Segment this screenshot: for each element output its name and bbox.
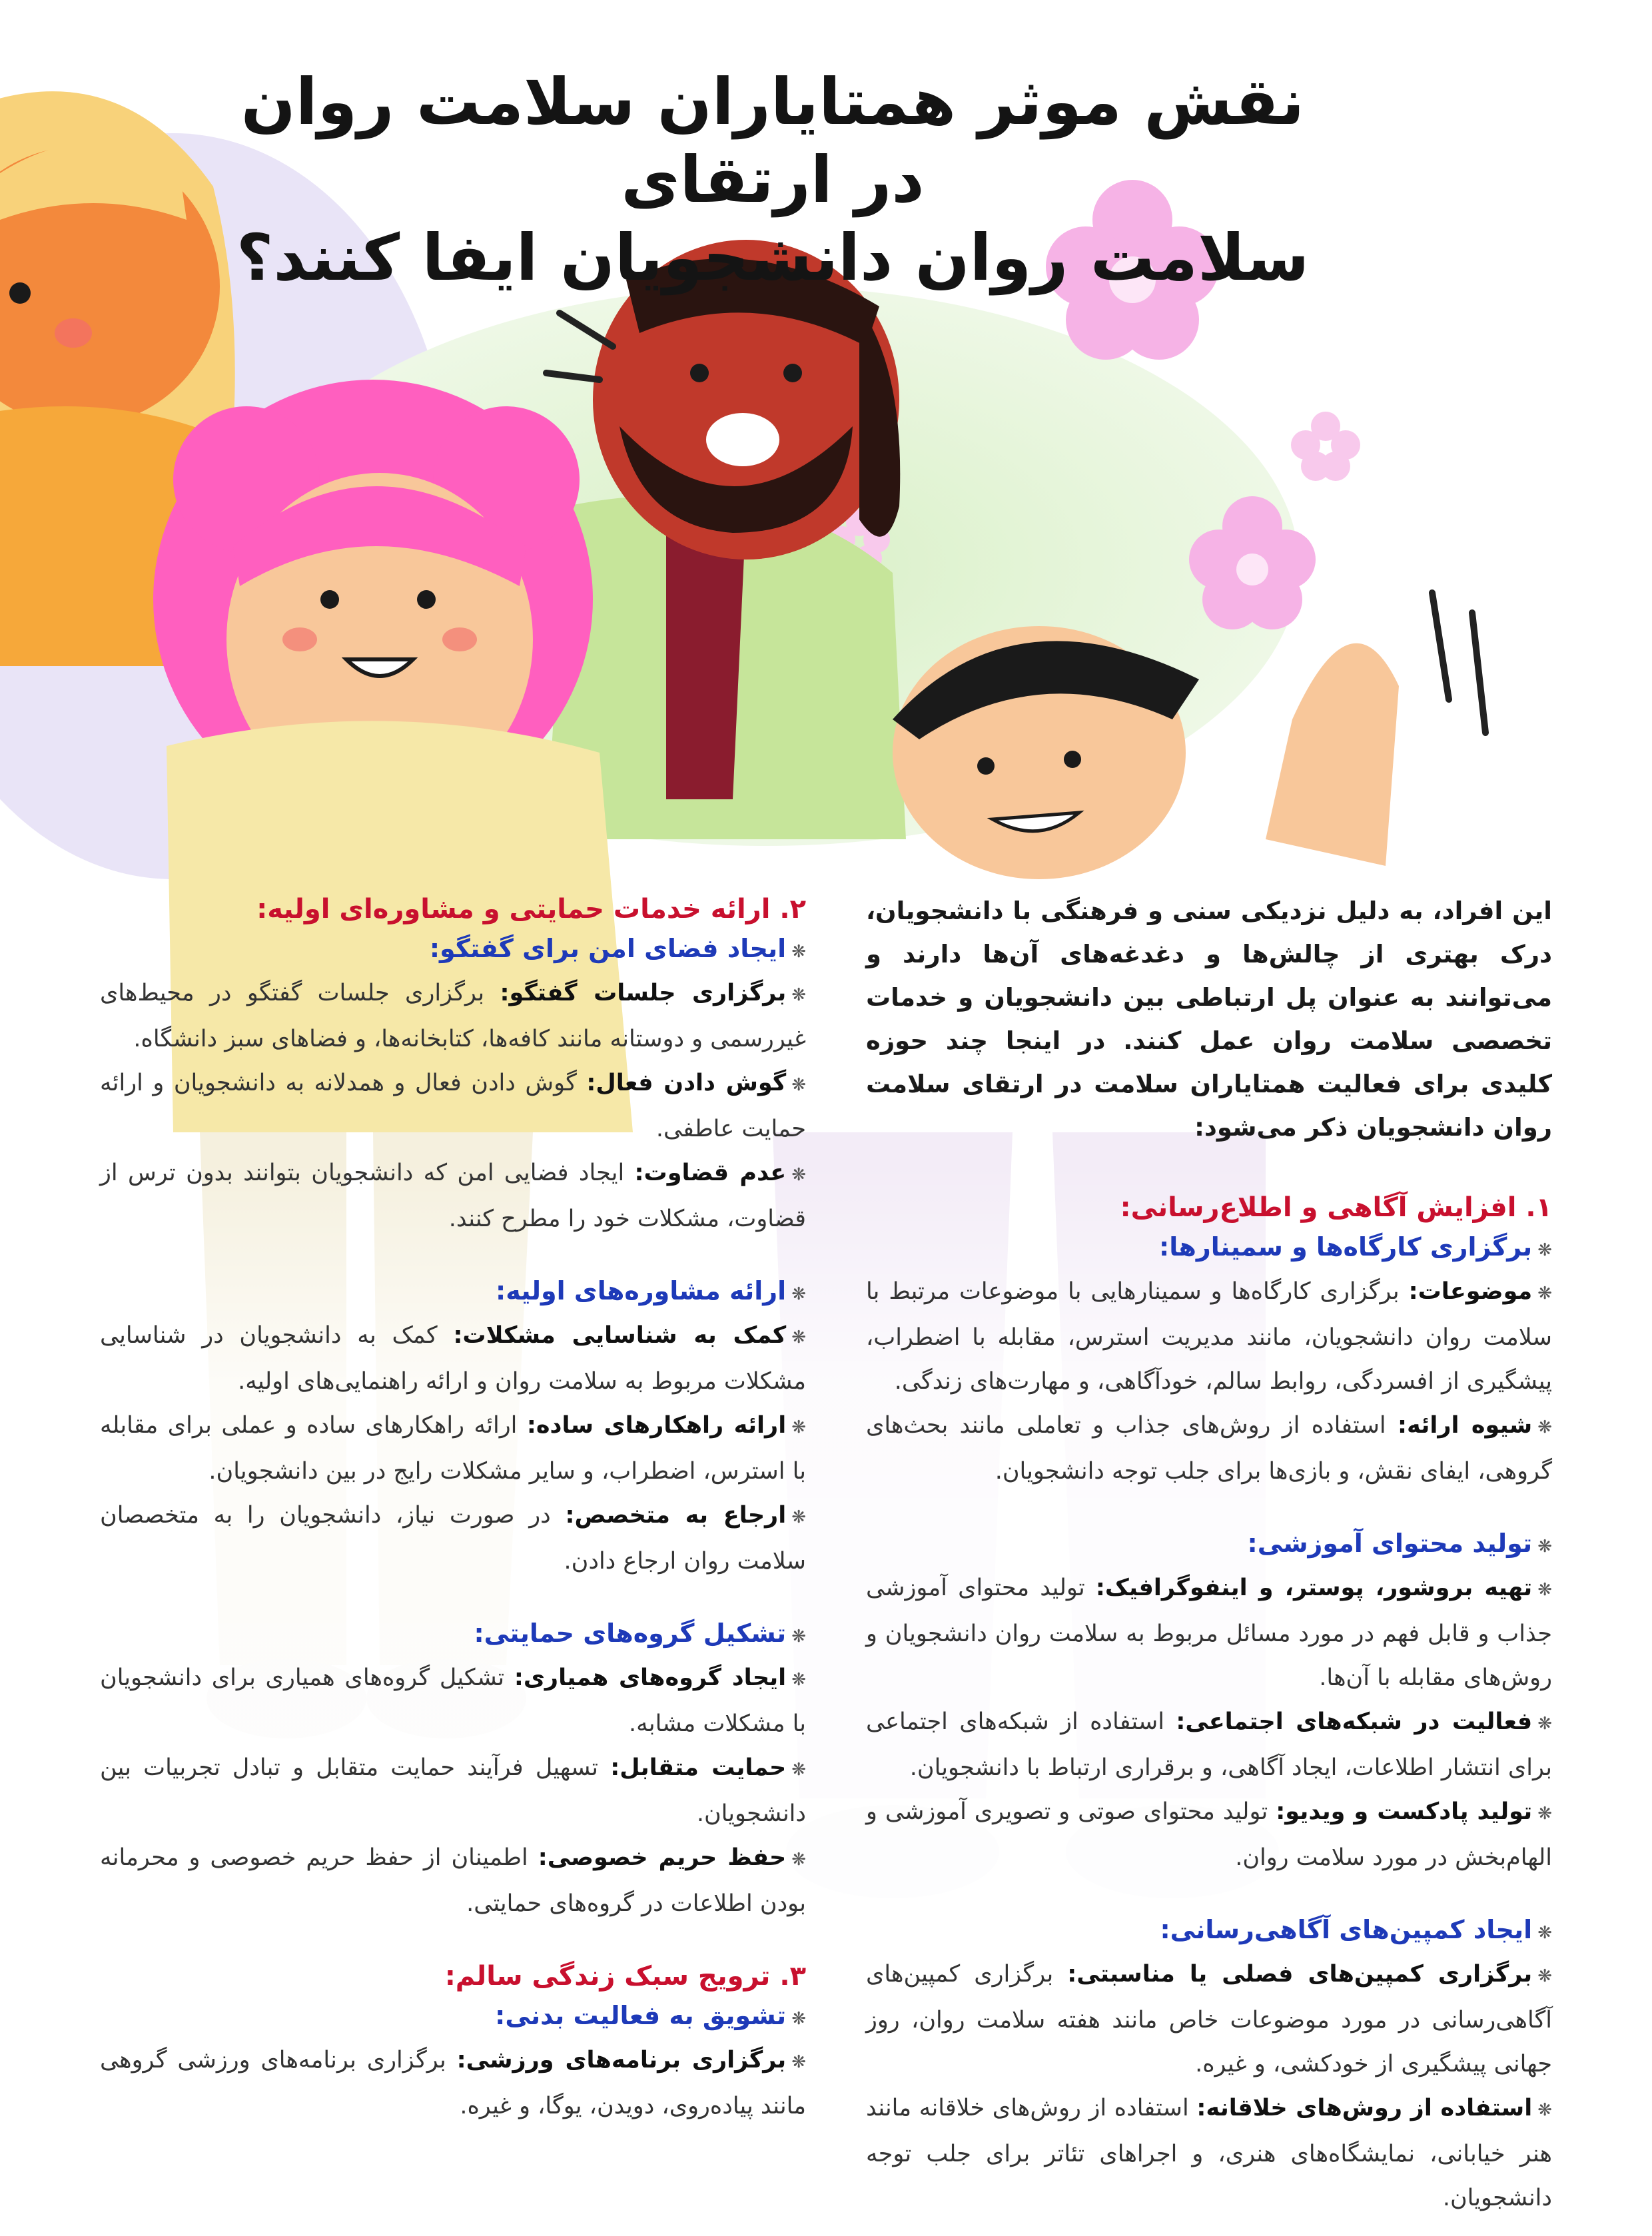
right-column	[866, 889, 1552, 2220]
bullet-icon: ❋	[791, 942, 806, 962]
list-item: ❋شیوه ارائه: استفاده از روش‌های جذاب و تعاملی مانند بحث‌های گروهی، ایفای نقش، و بازی‌ها برای جلب توجه دانشجویان.	[866, 1412, 1552, 1485]
section-1-title: ۱. افزایش آگاهی و اطلاع‌رسانی:	[1120, 1192, 1552, 1223]
list-item: ❋تولید پادکست و ویدیو: تولید محتوای صوتی و تصویری آموزشی و الهام‌بخش در مورد سلامت روان.	[866, 1798, 1552, 1871]
bullet-icon: ❋	[791, 1075, 806, 1095]
list-item: ❋ارجاع به متخصص: در صورت نیاز، دانشجویان را به متخصصان سلامت روان ارجاع دادن.	[100, 1502, 806, 1575]
list-item: ❋کمک به شناسایی مشکلات: کمک به دانشجویان در شناسایی مشکلات مربوط به سلامت روان و ارائه راهنمایی‌های اولیه.	[100, 1322, 806, 1395]
list-item: ❋حمایت متقابل: تسهیل فرآیند حمایت متقابل و تبادل تجربیات بین دانشجویان.	[100, 1754, 806, 1827]
subsection-2c-title: ❋تشکیل گروه‌های حمایتی:	[474, 1619, 806, 1648]
subsection-1b-title: ❋تولید محتوای آموزشی:	[1247, 1529, 1552, 1558]
bullet-icon: ❋	[1537, 1804, 1552, 1824]
bullet-icon: ❋	[791, 985, 807, 1005]
title-line-1: نقش موثر همتایاران سلامت روان در ارتقای	[240, 65, 1305, 218]
list-item: ❋ایجاد گروه‌های همیاری: تشکیل گروه‌های همیاری برای دانشجویان با مشکلات مشابه.	[100, 1665, 806, 1737]
bullet-icon: ❋	[1537, 1417, 1552, 1437]
bullet-icon: ❋	[791, 1284, 806, 1304]
subsection-1c-title: ❋ایجاد کمپین‌های آگاهی‌رسانی:	[1160, 1915, 1552, 1944]
left-column	[100, 889, 806, 2128]
title-line-2: سلامت روان دانشجویان ایفا کنند؟	[236, 220, 1310, 296]
bullet-icon: ❋	[1537, 1923, 1552, 1943]
bullet-icon: ❋	[791, 1417, 806, 1437]
subsection-2a-title: ❋ایجاد فضای امن برای گفتگو:	[429, 934, 806, 963]
bullet-icon: ❋	[1537, 1714, 1552, 1734]
list-item: ❋استفاده از روش‌های خلاقانه: استفاده از روش‌های خلاقانه مانند هنر خیابانی، نمایشگاه‌های هنری، و اجراهای تئاتر برای جلب توجه دانشجویان.	[866, 2095, 1552, 2211]
page-title	[200, 63, 1346, 297]
bullet-icon: ❋	[791, 1760, 806, 1780]
bullet-icon: ❋	[1537, 1240, 1552, 1260]
bullet-icon: ❋	[791, 1507, 806, 1527]
subsection-2b-title: ❋ارائه مشاوره‌های اولیه:	[496, 1276, 806, 1305]
list-item: ❋موضوعات: برگزاری کارگاه‌ها و سمینارهایی با موضوعات مرتبط با سلامت روان دانشجویان، مانند مدیریت استرس، مقابله با اضطراب، پیشگیری از افسردگی، روابط سالم، خودآگاهی، و مهارت‌های زندگی.	[866, 1278, 1552, 1395]
bullet-icon: ❋	[791, 1670, 806, 1690]
list-item: ❋فعالیت در شبکه‌های اجتماعی: استفاده از شبکه‌های اجتماعی برای انتشار اطلاعات، ایجاد آگاهی، و برقراری ارتباط با دانشجویان.	[866, 1708, 1552, 1781]
bullet-icon: ❋	[1537, 1284, 1552, 1304]
subsection-3a-title: ❋تشویق به فعالیت بدنی:	[495, 2001, 806, 2030]
bullet-icon: ❋	[1537, 1537, 1552, 1557]
list-item: ❋برگزاری کمپین‌های فصلی یا مناسبتی: برگزاری کمپین‌های آگاهی‌رسانی در مورد موضوعات خاص مانند هفته سلامت روان، روز جهانی پیشگیری از خودکشی، و غیره.	[866, 1961, 1552, 2077]
bullet-icon: ❋	[1537, 1966, 1552, 1986]
bullet-icon: ❋	[791, 1850, 806, 1870]
bullet-icon: ❋	[791, 2009, 806, 2029]
list-item: ❋ارائه راهکارهای ساده: ارائه راهکارهای ساده و عملی برای مقابله با استرس، اضطراب، و سایر مشکلات رایج در بین دانشجویان.	[100, 1412, 806, 1485]
bullet-icon: ❋	[791, 1327, 806, 1347]
bullet-icon: ❋	[1537, 1580, 1552, 1600]
section-3-title: ۳. ترویج سبک زندگی سالم:	[444, 1961, 806, 1992]
list-item: ❋عدم قضاوت: ایجاد فضایی امن که دانشجویان بتوانند بدون ترس از قضاوت، مشکلات خود را مطرح کنند.	[100, 1160, 806, 1232]
intro-paragraph: این افراد، به دلیل نزدیکی سنی و فرهنگی با دانشجویان، درک بهتری از چالش‌ها و دغدغه‌های آن‌ها دارند و می‌توانند به عنوان پل ارتباطی بین دانشجویان و خدمات تخصصی سلامت روان عمل کنند. در اینجا چند حوزه کلیدی برای فعالیت همتایاران سلامت در ارتقای سلامت روان دانشجویان ذکر می‌شود:	[866, 897, 1552, 1142]
bullet-icon: ❋	[791, 2052, 806, 2072]
list-item: ❋گوش دادن فعال: گوش دادن فعال و همدلانه به دانشجویان و ارائه حمایت عاطفی.	[100, 1070, 806, 1142]
list-item: ❋حفظ حریم خصوصی: اطمینان از حفظ حریم خصوصی و محرمانه بودن اطلاعات در گروه‌های حمایتی.	[100, 1844, 806, 1917]
subsection-1a-title: ❋برگزاری کارگاه‌ها و سمینارها:	[1159, 1232, 1552, 1262]
list-item: ❋برگزاری جلسات گفتگو: برگزاری جلسات گفتگو در محیط‌های غیررسمی و دوستانه مانند کافه‌ها، کتابخانه‌ها، و فضاهای سبز دانشگاه.	[100, 980, 807, 1052]
bullet-icon: ❋	[791, 1165, 806, 1185]
section-2-title: ۲. ارائه خدمات حمایتی و مشاوره‌ای اولیه:	[256, 894, 806, 925]
bullet-icon: ❋	[1537, 2100, 1552, 2120]
bullet-icon: ❋	[791, 1627, 806, 1647]
list-item: ❋برگزاری برنامه‌های ورزشی: برگزاری برنامه‌های ورزشی گروهی مانند پیاده‌روی، دویدن، یوگا، و غیره.	[100, 2047, 806, 2119]
list-item: ❋تهیه بروشور، پوستر، و اینفوگرافیک: تولید محتوای آموزشی جذاب و قابل فهم در مورد مسائل مربوط به سلامت روان دانشجویان و روش‌های مقابله با آن‌ها.	[866, 1575, 1552, 1691]
